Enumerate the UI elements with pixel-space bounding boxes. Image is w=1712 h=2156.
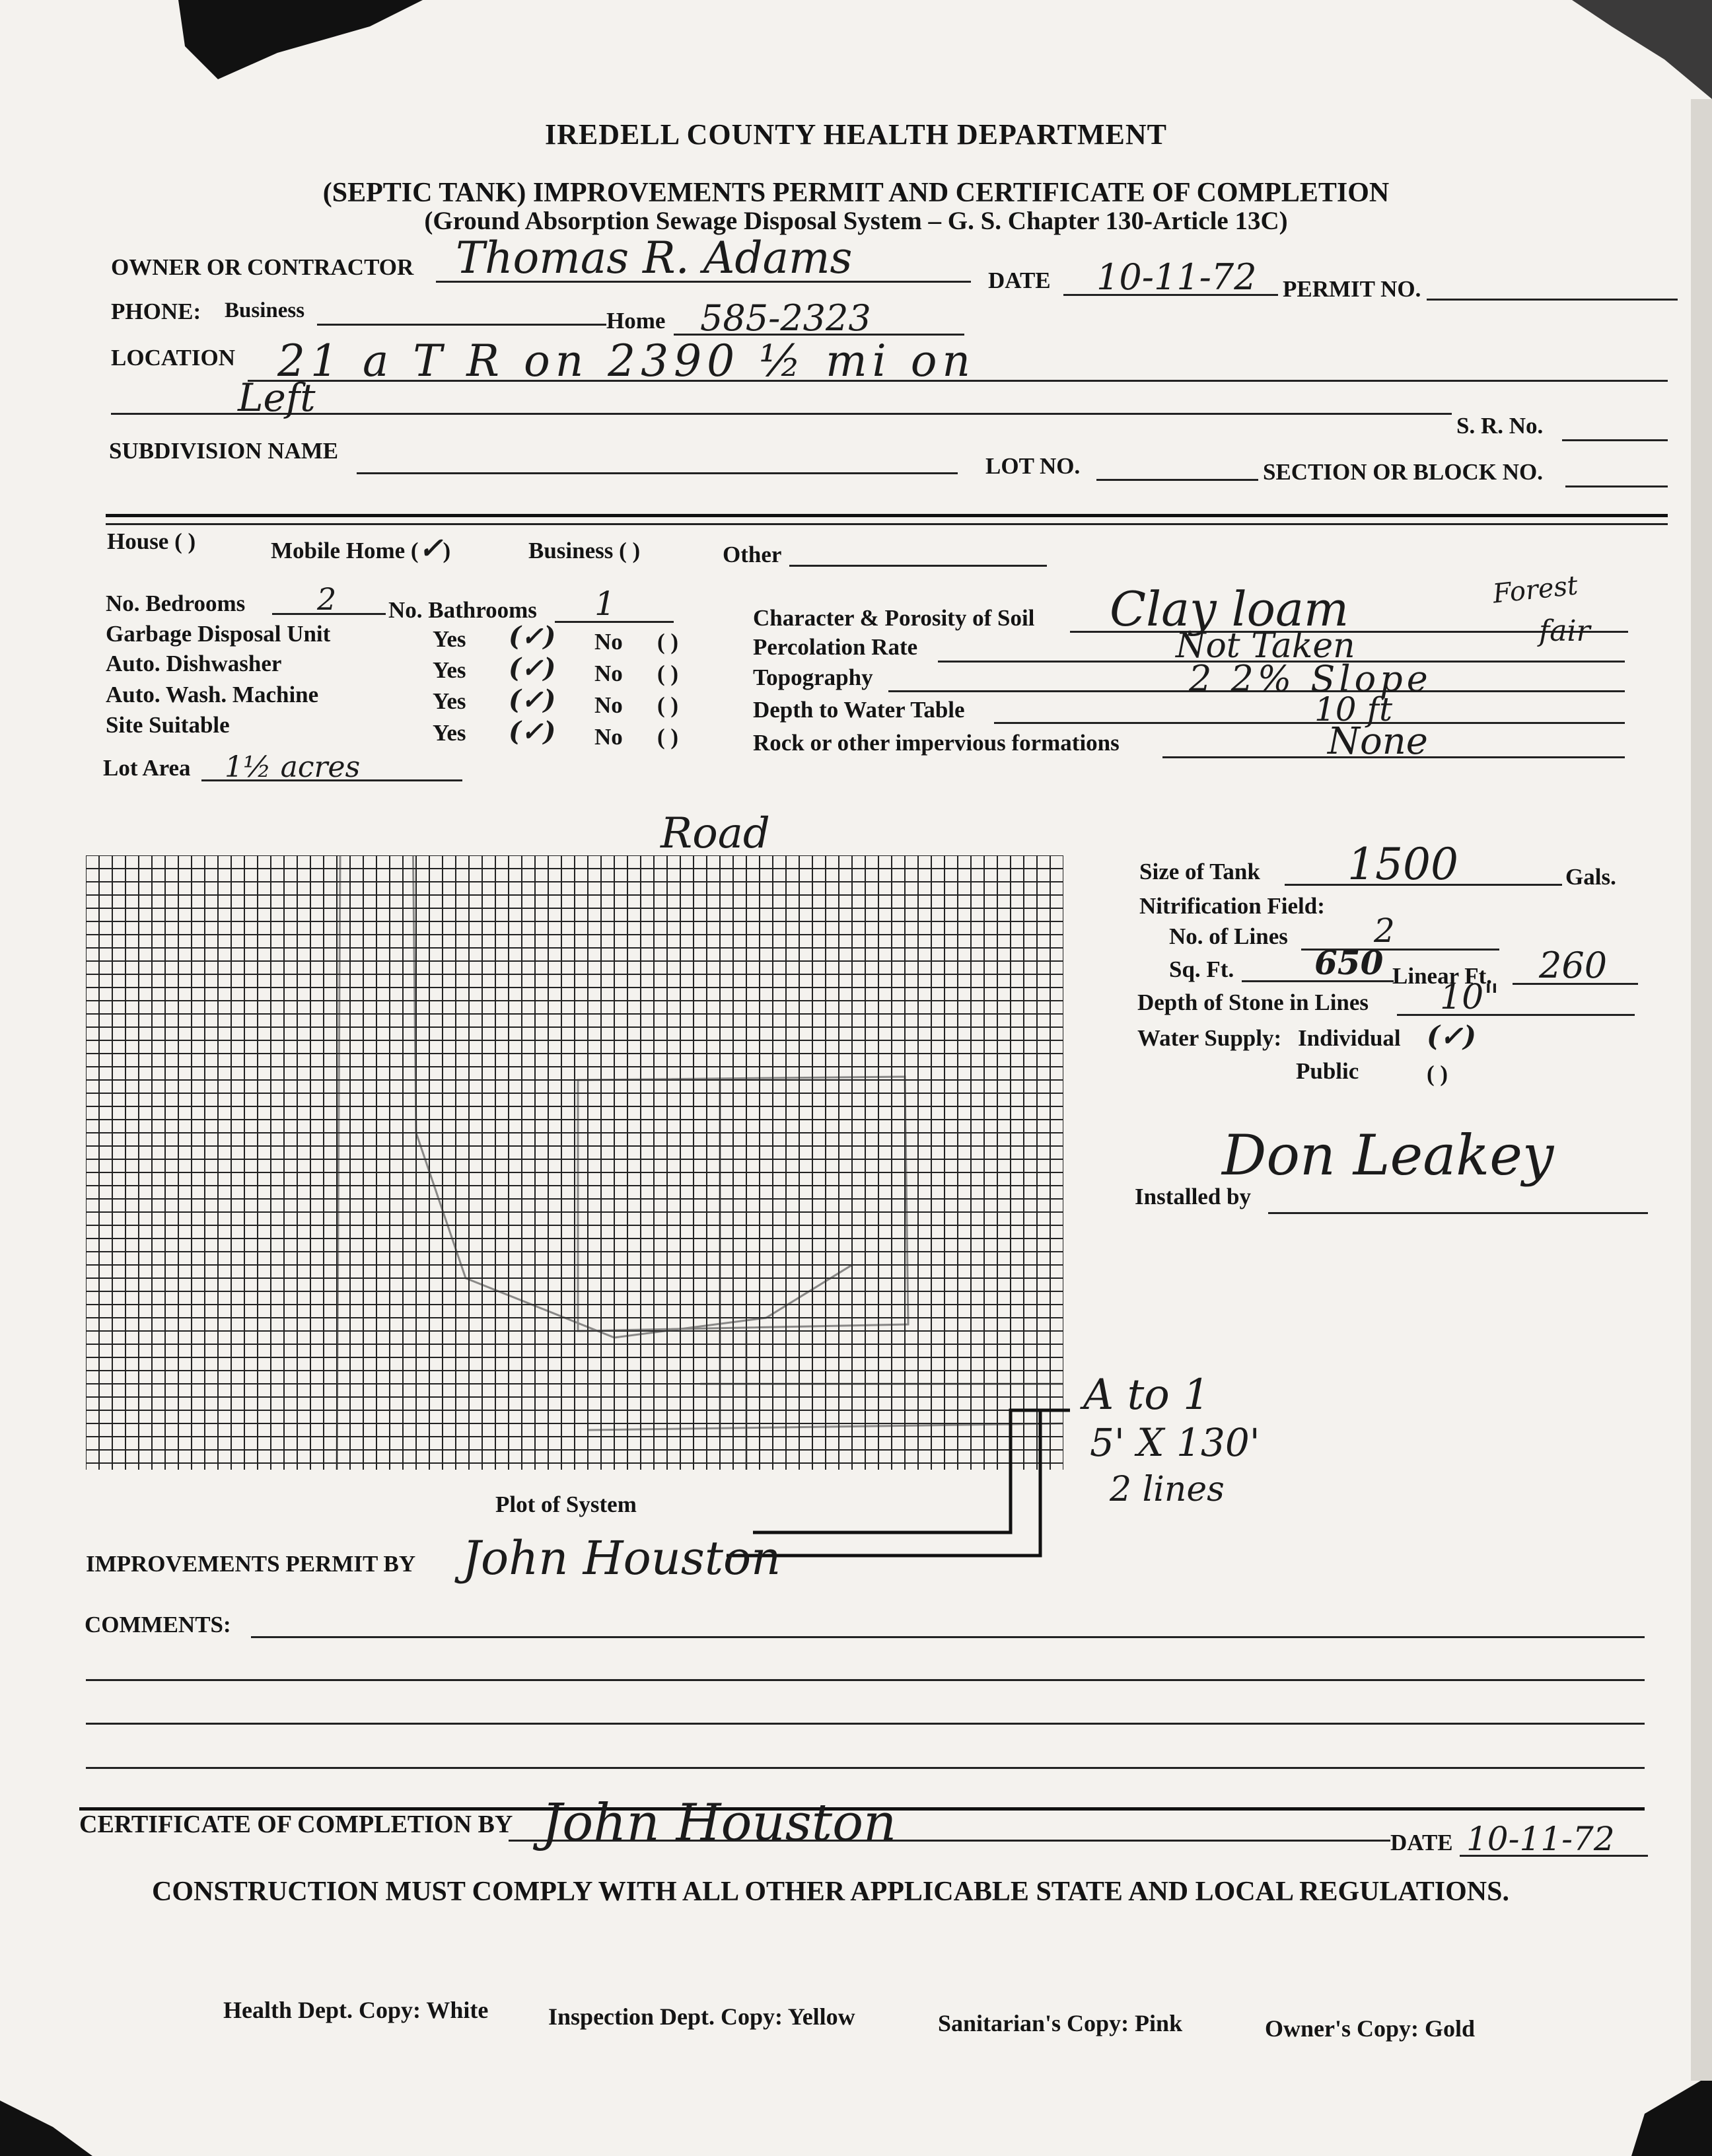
stone-depth-label: Depth of Stone in Lines [1137, 989, 1369, 1015]
rock-formations-label: Rock or other impervious formations [753, 730, 1120, 756]
nitrification-label: Nitrification Field: [1139, 893, 1325, 919]
site-no-label: No [594, 724, 623, 750]
comments-line-3[interactable] [86, 1723, 1645, 1725]
soil-character-note: Forest [1491, 570, 1580, 610]
water-table-value[interactable]: 10 ft [1314, 690, 1393, 729]
bedrooms-value[interactable]: 2 [317, 581, 337, 617]
stone-depth-line [1397, 1014, 1635, 1016]
public-label: Public [1296, 1058, 1359, 1084]
compliance-notice: CONSTRUCTION MUST COMPLY WITH ALL OTHER APPLICABLE STATE AND LOCAL REGULATIONS. [152, 1877, 1509, 1907]
section-block-line [1565, 485, 1668, 487]
site-yes-label: Yes [433, 720, 466, 746]
lot-no-label: LOT NO. [985, 453, 1081, 479]
plot-note-line-1: A to 1 [1083, 1371, 1210, 1419]
house-option[interactable]: House ( ) [107, 528, 196, 554]
mobile-home-option[interactable] [271, 532, 450, 565]
divider-top-1 [106, 514, 1668, 517]
owner-label: OWNER OR CONTRACTOR [111, 254, 414, 280]
wash-machine-no-mark[interactable]: ( ) [657, 692, 679, 718]
stone-depth-value[interactable]: 10" [1440, 978, 1500, 1017]
garbage-no-label: No [594, 629, 623, 655]
wash-machine-yes-label: Yes [433, 688, 466, 714]
phone-label: PHONE: [111, 299, 201, 324]
business-phone-line [317, 324, 606, 326]
improvements-permit-label: IMPROVEMENTS PERMIT BY [86, 1551, 416, 1577]
percolation-value[interactable]: Not Taken [1176, 626, 1355, 666]
plot-note-line-2: 5' X 130' [1090, 1420, 1260, 1465]
water-table-label: Depth to Water Table [753, 697, 965, 723]
permit-no-line [1427, 299, 1678, 301]
plot-connector [727, 1374, 1096, 1572]
soil-character-note-2: fair [1539, 614, 1590, 648]
business-option[interactable]: Business ( ) [528, 538, 641, 563]
certificate-signature[interactable]: John Houston [542, 1793, 897, 1853]
certificate-date-label: DATE [1390, 1830, 1453, 1855]
date-value[interactable]: 10-11-72 [1096, 256, 1257, 298]
comments-label: COMMENTS: [85, 1612, 231, 1637]
divider-top-2 [106, 523, 1668, 525]
dishwasher-label: Auto. Dishwasher [106, 651, 282, 676]
date-label: DATE [988, 268, 1051, 293]
mobile-home-label: Mobile Home ( [271, 538, 419, 563]
copy-inspection-dept: Inspection Dept. Copy: Yellow [548, 2003, 855, 2030]
bedrooms-label: No. Bedrooms [106, 591, 246, 616]
owner-value[interactable]: Thomas R. Adams [456, 233, 853, 283]
form-subtitle: (Ground Absorption Sewage Disposal System – G. S. Chapter 130-Article 13C) [424, 207, 1288, 235]
comments-line-2[interactable] [86, 1679, 1645, 1681]
individual-label: Individual [1298, 1025, 1401, 1051]
linear-ft-label: Linear Ft. [1392, 963, 1493, 989]
location-value-2[interactable]: Left [238, 375, 316, 420]
business-phone-label: Business [225, 299, 305, 322]
linear-ft-value[interactable]: 260 [1539, 945, 1608, 986]
lines-label: No. of Lines [1169, 923, 1288, 949]
installed-by-value[interactable]: Don Leakey [1222, 1123, 1554, 1188]
section-block-label: SECTION OR BLOCK NO. [1263, 459, 1543, 485]
improvements-permit-signature[interactable]: John Houston [462, 1531, 781, 1585]
mobile-home-checkmark: ✓ [418, 532, 443, 565]
site-yes-mark[interactable]: (✓) [509, 716, 556, 747]
lot-no-line [1096, 479, 1258, 481]
plot-caption: Plot of System [495, 1491, 637, 1517]
plot-road-note: Road [660, 809, 770, 858]
location-value-1[interactable]: 21 a T R on 2390 ½ mi on [277, 336, 976, 386]
mobile-home-close: ) [443, 538, 451, 563]
wash-machine-no-label: No [594, 692, 623, 718]
topography-label: Topography [753, 665, 873, 690]
bathrooms-label: No. Bathrooms [388, 597, 537, 623]
subdivision-line [357, 472, 958, 474]
water-supply-label: Water Supply: [1137, 1025, 1282, 1051]
installed-by-line [1268, 1212, 1648, 1214]
bathrooms-value[interactable]: 1 [594, 585, 616, 623]
permit-no-label: PERMIT NO. [1283, 276, 1421, 302]
dishwasher-yes-mark[interactable]: (✓) [509, 653, 556, 684]
subdivision-label: SUBDIVISION NAME [109, 438, 339, 464]
certificate-label: CERTIFICATE OF COMPLETION BY [79, 1811, 513, 1838]
dishwasher-no-label: No [594, 661, 623, 686]
certificate-date-value[interactable]: 10-11-72 [1466, 1820, 1615, 1858]
copy-owner: Owner's Copy: Gold [1265, 2015, 1476, 2042]
percolation-label: Percolation Rate [753, 634, 918, 660]
individual-mark[interactable]: (✓) [1427, 1020, 1476, 1052]
tank-size-value[interactable]: 1500 [1347, 839, 1458, 890]
tank-size-label: Size of Tank [1139, 859, 1260, 884]
lot-area-value[interactable]: 1½ acres [225, 750, 361, 784]
dishwasher-no-mark[interactable]: ( ) [657, 661, 679, 686]
sr-no-line [1562, 439, 1668, 441]
garbage-no-mark[interactable]: ( ) [657, 629, 679, 655]
lines-value[interactable]: 2 [1374, 912, 1395, 950]
wash-machine-label: Auto. Wash. Machine [106, 682, 319, 707]
dishwasher-yes-label: Yes [433, 657, 466, 683]
form-title: (SEPTIC TANK) IMPROVEMENTS PERMIT AND CERTIFICATE OF COMPLETION [322, 178, 1390, 208]
sqft-label: Sq. Ft. [1169, 956, 1234, 982]
public-mark[interactable]: ( ) [1427, 1061, 1448, 1087]
sr-no-label: S. R. No. [1456, 413, 1544, 439]
sqft-value[interactable]: 650 [1314, 943, 1384, 982]
copy-health-dept: Health Dept. Copy: White [223, 1997, 489, 2023]
lot-area-label: Lot Area [103, 755, 191, 781]
other-label: Other [723, 542, 782, 567]
other-line [789, 565, 1047, 567]
comments-line-1[interactable] [251, 1636, 1645, 1638]
plot-note-line-3: 2 lines [1110, 1470, 1225, 1509]
copy-sanitarian: Sanitarian's Copy: Pink [938, 2010, 1183, 2036]
site-no-mark[interactable]: ( ) [657, 724, 679, 750]
comments-line-4[interactable] [86, 1767, 1645, 1769]
soil-character-value[interactable]: Clay loam [1110, 581, 1349, 637]
home-phone-label: Home [606, 308, 666, 334]
garbage-disposal-label: Garbage Disposal Unit [106, 621, 331, 647]
water-table-line [994, 722, 1625, 724]
garbage-yes-label: Yes [433, 626, 466, 652]
site-suitable-label: Site Suitable [106, 712, 230, 738]
soil-character-label: Character & Porosity of Soil [753, 605, 1035, 631]
location-label: LOCATION [111, 345, 235, 371]
tank-gals-label: Gals. [1565, 864, 1616, 890]
wash-machine-yes-mark[interactable]: (✓) [509, 684, 556, 715]
garbage-yes-mark[interactable]: (✓) [509, 621, 556, 652]
topography-value[interactable]: 2 2% Slope [1189, 658, 1432, 700]
installed-by-label: Installed by [1135, 1184, 1252, 1209]
department-title: IREDELL COUNTY HEALTH DEPARTMENT [545, 118, 1167, 151]
home-phone-value[interactable]: 585-2323 [700, 297, 871, 339]
rock-formations-value[interactable]: None [1328, 720, 1428, 763]
